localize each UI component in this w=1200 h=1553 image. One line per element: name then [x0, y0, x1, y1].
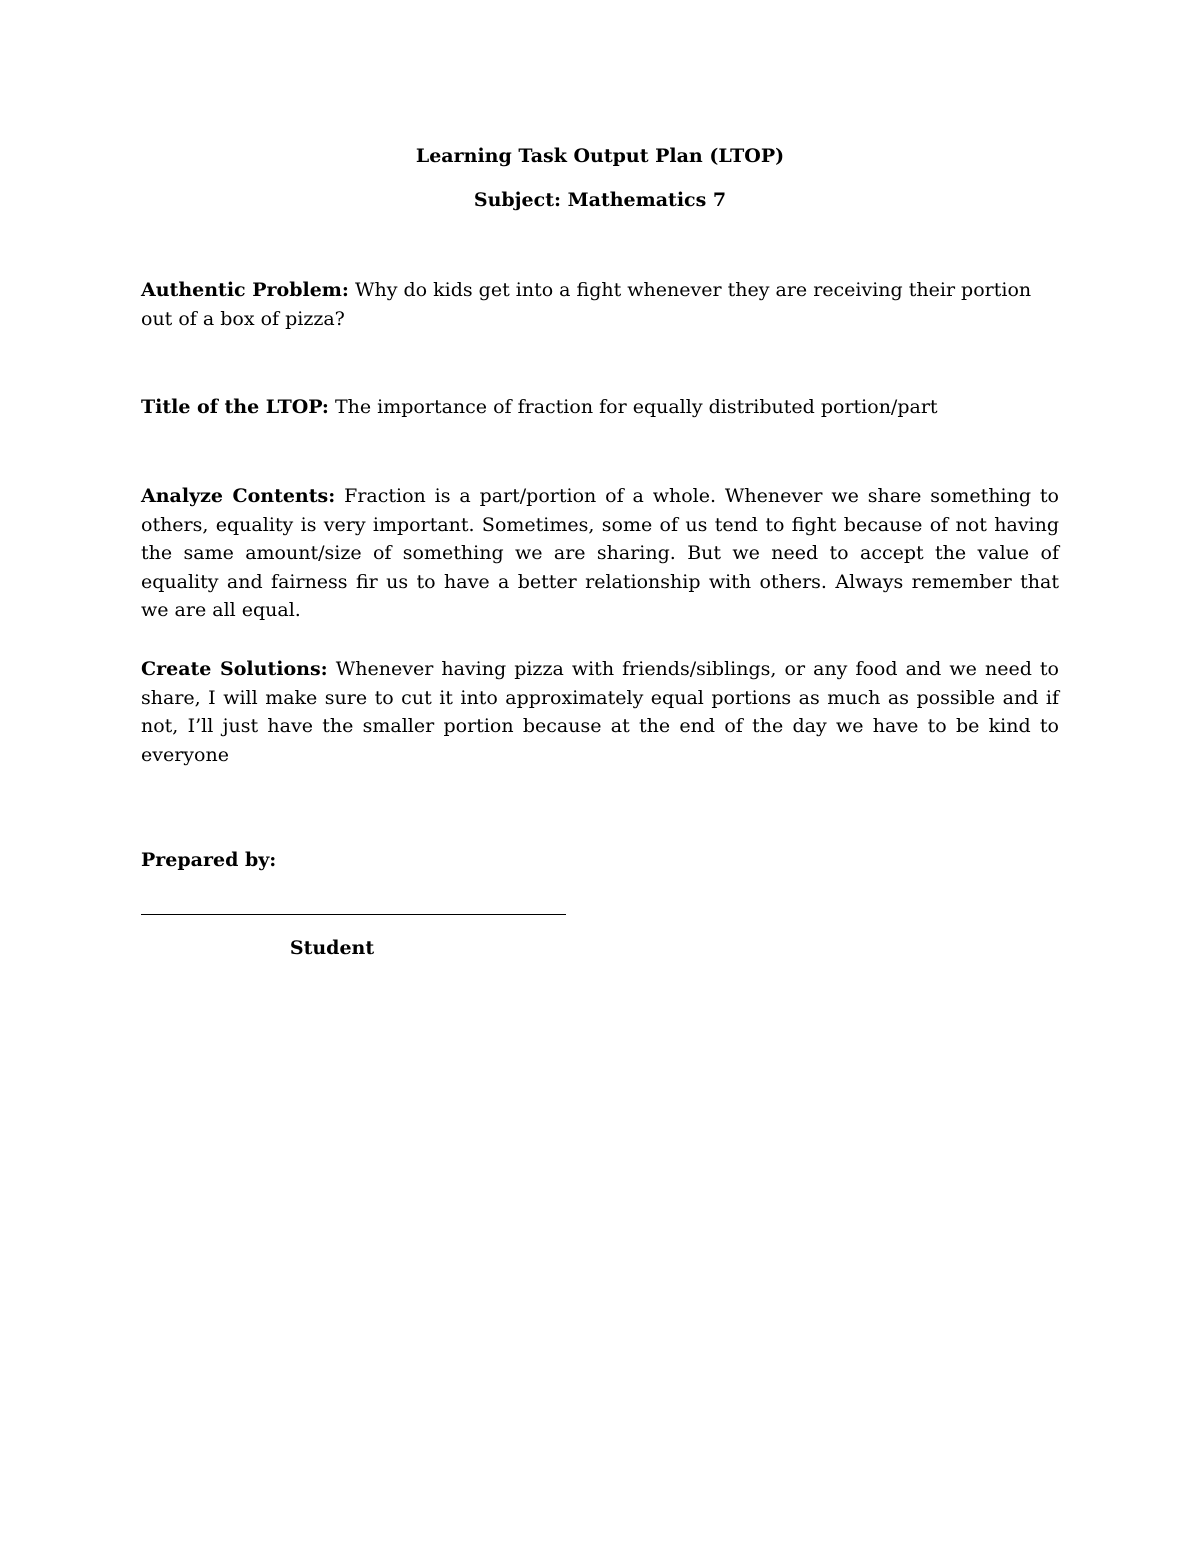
section-label: Analyze Contents:	[141, 485, 336, 507]
section-label: Create Solutions:	[141, 658, 328, 680]
signature-line	[141, 914, 566, 915]
section-analyze-contents	[141, 482, 1059, 625]
section-ltop-title	[141, 393, 1059, 422]
signature-role-label: Student	[289, 937, 375, 959]
section-text: Whenever having pizza with friends/siblings, or any food and we need to share, I will make sure to cut it into approximately equal portions as much as possible and if not, I’ll just have the smaller portion because at the end of the day we have to be kind to everyone	[141, 658, 1059, 766]
section-label: Authentic Problem:	[141, 279, 349, 301]
section-text: Why do kids get into a fight whenever they are receiving their portion out of a box of pizza?	[141, 279, 1032, 330]
document-subject: Subject: Mathematics 7	[473, 189, 727, 211]
section-text: The importance of fraction for equally distributed portion/part	[334, 396, 938, 418]
section-authentic-problem	[141, 276, 1059, 333]
section-label: Title of the LTOP:	[141, 396, 329, 418]
document-title: Learning Task Output Plan (LTOP)	[415, 145, 785, 167]
section-text: Fraction is a part/portion of a whole. Whenever we share something to others, equality is very important. Sometimes, some of us tend to fight because of not having the same amount/size of something we are sharing. But we need to accept the value of equality and fairness fir us to have a better relationship with others. Always remember that we are all equal.	[141, 485, 1059, 621]
prepared-by-label: Prepared by:	[141, 849, 277, 871]
section-create-solutions	[141, 655, 1059, 769]
